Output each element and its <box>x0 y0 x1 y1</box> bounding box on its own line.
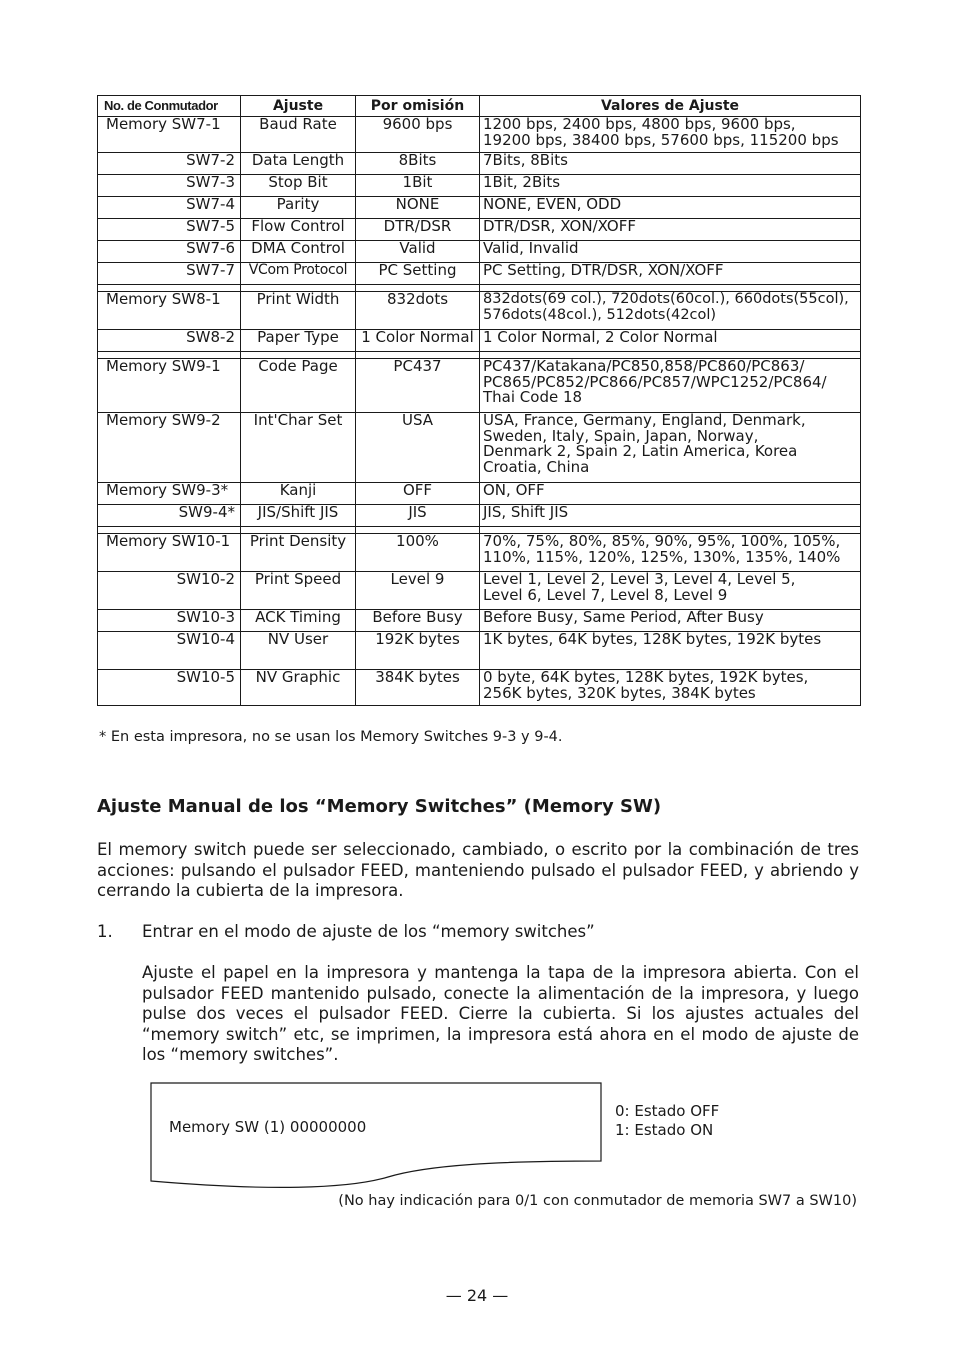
setting-cell: DMA Control <box>241 241 356 263</box>
default-cell: OFF <box>356 483 480 505</box>
values-cell: JIS, Shift JIS <box>480 505 861 527</box>
values-cell: PC437/Katakana/PC850,858/PC860/PC863/ PC865/PC852/PC866/PC857/WPC1252/PC864/ Thai Code 18 <box>480 359 861 413</box>
setting-cell: Parity <box>241 197 356 219</box>
values-cell: 1Bit, 2Bits <box>480 175 861 197</box>
table-gap-row <box>98 352 861 359</box>
values-cell: 1 Color Normal, 2 Color Normal <box>480 330 861 352</box>
switch-cell: SW9-4* <box>98 505 241 527</box>
default-cell: JIS <box>356 505 480 527</box>
section-heading: Ajuste Manual de los “Memory Switches” (Memory SW) <box>97 796 662 817</box>
step-title: Entrar en el modo de ajuste de los “memory switches” <box>142 922 595 941</box>
printout-line: Memory SW (1) 00000000 <box>169 1118 367 1136</box>
setting-cell: Stop Bit <box>241 175 356 197</box>
step-paragraph: Ajuste el papel en la impresora y mantenga la tapa de la impresora abierta. Con el pulsador FEED mantenido pulsado, conecte la alimentación de la impresora, y luego pulse dos veces el pulsador FEED. Cierre la cubierta. Si los ajustes actuales del “memory switch” etc, se imprimen, la impresora está ahora en el modo de ajuste de los “memory switches”. <box>142 963 859 1064</box>
switch-cell: SW7-6 <box>98 241 241 263</box>
setting-cell: NV Graphic <box>241 670 356 706</box>
values-cell: 1200 bps, 2400 bps, 4800 bps, 9600 bps, 19200 bps, 38400 bps, 57600 bps, 115200 bps <box>480 117 861 153</box>
switch-cell: SW10-3 <box>98 610 241 632</box>
switch-cell: SW7-4 <box>98 197 241 219</box>
table-row <box>98 670 861 706</box>
setting-cell: Code Page <box>241 359 356 413</box>
table-header-row <box>98 96 861 117</box>
default-cell: Valid <box>356 241 480 263</box>
header-values: Valores de Ajuste <box>480 96 861 117</box>
default-cell: USA <box>356 413 480 483</box>
default-cell: PC Setting <box>356 263 480 285</box>
table-gap-row <box>98 285 861 292</box>
default-cell: 9600 bps <box>356 117 480 153</box>
table-row <box>98 197 861 219</box>
values-cell: PC Setting, DTR/DSR, XON/XOFF <box>480 263 861 285</box>
table-row <box>98 505 861 527</box>
default-cell: 832dots <box>356 292 480 330</box>
values-cell: Valid, Invalid <box>480 241 861 263</box>
switch-cell: Memory SW10-1 <box>98 534 241 572</box>
setting-cell: VCom Protocol <box>241 263 356 285</box>
setting-cell: NV User <box>241 632 356 670</box>
table-row <box>98 219 861 241</box>
header-setting: Ajuste <box>241 96 356 117</box>
table-row <box>98 632 861 670</box>
printout-note: (No hay indicación para 0/1 con conmutador de memoria SW7 a SW10) <box>338 1193 857 1209</box>
setting-cell: JIS/Shift JIS <box>241 505 356 527</box>
table-row <box>98 610 861 632</box>
setting-cell: ACK Timing <box>241 610 356 632</box>
values-cell: Before Busy, Same Period, After Busy <box>480 610 861 632</box>
header-switch-no: No. de Conmutador <box>98 96 241 117</box>
table-row <box>98 175 861 197</box>
switch-cell: SW7-7 <box>98 263 241 285</box>
table-row <box>98 153 861 175</box>
default-cell: 384K bytes <box>356 670 480 706</box>
switch-cell: SW8-2 <box>98 330 241 352</box>
values-cell: 832dots(69 col.), 720dots(60col.), 660dots(55col), 576dots(48col.), 512dots(42col) <box>480 292 861 330</box>
table-row <box>98 241 861 263</box>
values-cell: Level 1, Level 2, Level 3, Level 4, Level 5, Level 6, Level 7, Level 8, Level 9 <box>480 572 861 610</box>
switch-cell: SW10-4 <box>98 632 241 670</box>
switch-cell: SW7-2 <box>98 153 241 175</box>
default-cell: 192K bytes <box>356 632 480 670</box>
setting-cell: Data Length <box>241 153 356 175</box>
switch-cell: Memory SW7-1 <box>98 117 241 153</box>
table-row <box>98 572 861 610</box>
default-cell: 100% <box>356 534 480 572</box>
switch-cell: Memory SW8-1 <box>98 292 241 330</box>
setting-cell: Paper Type <box>241 330 356 352</box>
table-row <box>98 534 861 572</box>
default-cell: 1 Color Normal <box>356 330 480 352</box>
values-cell: 0 byte, 64K bytes, 128K bytes, 192K bytes, 256K bytes, 320K bytes, 384K bytes <box>480 670 861 706</box>
default-cell: 1Bit <box>356 175 480 197</box>
default-cell: 8Bits <box>356 153 480 175</box>
setting-cell: Kanji <box>241 483 356 505</box>
default-cell: Level 9 <box>356 572 480 610</box>
table-row <box>98 413 861 483</box>
table-row <box>98 117 861 153</box>
page-number: — 24 — <box>445 1286 509 1305</box>
legend-off: 0: Estado OFF <box>615 1102 720 1120</box>
setting-cell: Int'Char Set <box>241 413 356 483</box>
state-legend <box>615 1102 719 1139</box>
switch-cell: SW7-5 <box>98 219 241 241</box>
table-row <box>98 359 861 413</box>
switch-cell: SW10-5 <box>98 670 241 706</box>
values-cell: 1K bytes, 64K bytes, 128K bytes, 192K bytes <box>480 632 861 670</box>
table-row <box>98 263 861 285</box>
switch-cell: SW10-2 <box>98 572 241 610</box>
default-cell: Before Busy <box>356 610 480 632</box>
switch-cell: Memory SW9-2 <box>98 413 241 483</box>
table-row <box>98 292 861 330</box>
switch-cell: Memory SW9-1 <box>98 359 241 413</box>
default-cell: PC437 <box>356 359 480 413</box>
table-gap-row <box>98 527 861 534</box>
setting-cell: Print Width <box>241 292 356 330</box>
intro-paragraph: El memory switch puede ser seleccionado, cambiado, o escrito por la combinación de tres acciones: pulsando el pulsador FEED, manteniendo pulsado el pulsador FEED, y abriendo y cerrando la cubierta de la impresora. <box>97 840 859 900</box>
values-cell: 70%, 75%, 80%, 85%, 90%, 95%, 100%, 105%, 110%, 115%, 120%, 125%, 130%, 135%, 140% <box>480 534 861 572</box>
switch-cell: Memory SW9-3* <box>98 483 241 505</box>
table-footnote: * En esta impresora, no se usan los Memory Switches 9-3 y 9-4. <box>99 729 563 745</box>
setting-cell: Flow Control <box>241 219 356 241</box>
table-row <box>98 483 861 505</box>
header-default: Por omisión <box>356 96 480 117</box>
default-cell: NONE <box>356 197 480 219</box>
table-row <box>98 330 861 352</box>
setting-cell: Baud Rate <box>241 117 356 153</box>
setting-cell: Print Density <box>241 534 356 572</box>
memory-switch-table <box>97 95 861 706</box>
step-number: 1. <box>97 922 113 941</box>
setting-cell: Print Speed <box>241 572 356 610</box>
printout-slip <box>148 1081 604 1193</box>
values-cell: ON, OFF <box>480 483 861 505</box>
values-cell: NONE, EVEN, ODD <box>480 197 861 219</box>
values-cell: USA, France, Germany, England, Denmark, Sweden, Italy, Spain, Japan, Norway, Denmark 2, Spain 2, Latin America, Korea Croatia, China <box>480 413 861 483</box>
values-cell: 7Bits, 8Bits <box>480 153 861 175</box>
default-cell: DTR/DSR <box>356 219 480 241</box>
legend-on: 1: Estado ON <box>615 1120 714 1139</box>
values-cell: DTR/DSR, XON/XOFF <box>480 219 861 241</box>
switch-cell: SW7-3 <box>98 175 241 197</box>
